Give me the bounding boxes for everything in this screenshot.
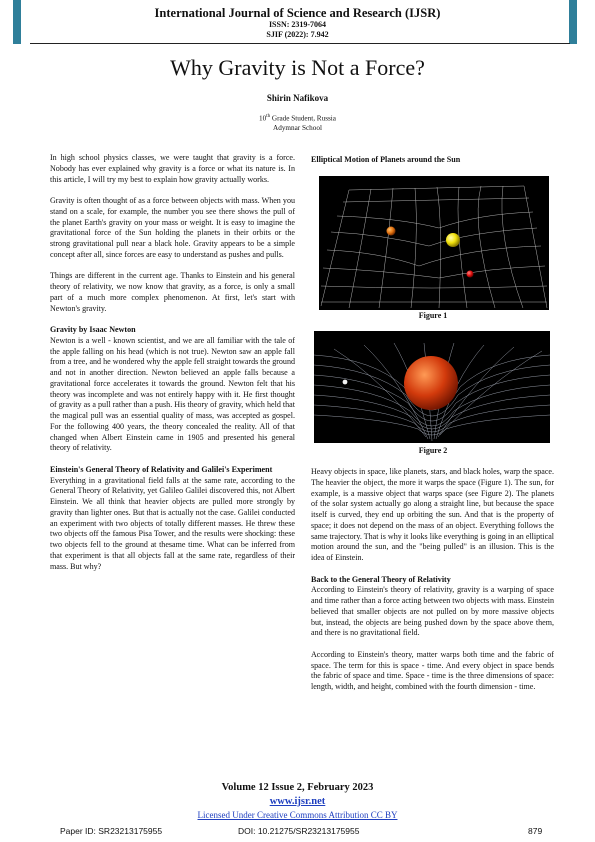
paragraph-galilei: Everything in a gravitational field falls at the same rate, according to the General Theory of Relativity, yet Galileo Galilei discovered this, not Albert Einstein. We all think that heavier objects are pulled more strongly by gravity than lighter ones. But that is actually not the case. Galilei conducted an experiment with two objects of totally different masses. He threw these two objects off the famous Pisa Tower, and the results were shocking: these two objects fell to the ground at thesame time. What can be inferred from that experiment is that all objects fall at the same rate, regardless of their mass. But why?	[50, 475, 295, 571]
paper-id: Paper ID: SR23213175955	[60, 826, 163, 836]
paragraph-intro: In high school physics classes, we were taught that gravity is a force. Nobody has ever explained why gravity is a force or what its nature is. In this article, I will try my best to explain how gravity actually works.	[50, 153, 295, 184]
author-name: Shirin Nafikova	[266, 93, 329, 103]
paragraph-newton: Newton is a well - known scientist, and we are all familiar with the tale of the apple falling on his head (which is not true). Newton saw an apple fall from a tree, and he wondered why the apple fell straight towards the ground and not in another direction. Newton believed an apple falls because a gravitational force accelerates it towards the ground. Newton felt that his theory was incomplete and was not entirely happy with it. He first thought of gravity as a pull rather than a push. His theory of gravity, which held that the magical pull was an essential quality of mass, was accepted as gospel. For the following 400 years, the theory concealed the reality. All of that changed when Albert Einstein came in 1905 and presented his general theory of relativity.	[50, 335, 295, 453]
orange-planet-icon	[387, 227, 396, 236]
figure-2-image	[314, 331, 550, 443]
warped-spacetime-grid-icon	[319, 176, 549, 310]
affiliation-school: Adymnar School	[273, 124, 322, 133]
sun-icon	[404, 356, 458, 410]
volume-issue: Volume 12 Issue 2, February 2023	[221, 782, 374, 793]
section-heading-newton: Gravity by Isaac Newton	[50, 325, 136, 334]
journal-name: International Journal of Science and Research (IJSR)	[154, 6, 441, 20]
journal-website-link[interactable]: www.ijsr.net	[269, 796, 326, 807]
affiliation-role: Grade Student, Russia	[270, 114, 336, 123]
license-link[interactable]: Licensed Under Creative Commons Attribution CC BY	[197, 810, 398, 820]
section-heading-einstein-galilei: Einstein's General Theory of Relativity and Galilei's Experiment	[50, 464, 273, 474]
paragraph-heavy-objects: Heavy objects in space, like planets, stars, and black holes, warp the space. The heavier the object, the more it warps the space (Figure 1). The sun, for example, is a massive object that warps space (see Figure 2). The planets of the solar system actually go along a straight line, but because the space itself is curved, they end up orbiting the sun. And that is the property of space; it does not depend on the mass of an object. Everything follows the same trajectory. That is why it looks like everything is going in an elliptical motion around the sun, and the "being pulled" is an illusion. This is the idea of Einstein.	[311, 467, 554, 562]
small-planet-icon	[343, 380, 348, 385]
figure-1-image	[319, 176, 549, 310]
yellow-planet-icon	[446, 233, 460, 247]
header-rule	[30, 43, 570, 44]
figure-2-caption: Figure 2	[418, 446, 448, 455]
sun-in-spacetime-funnel-icon	[314, 331, 550, 443]
affiliation-superscript: th	[266, 114, 271, 119]
issn: ISSN: 2319-7064	[268, 20, 327, 29]
figure-1-caption: Figure 1	[418, 311, 448, 320]
sjif: SJIF (2022): 7.942	[266, 30, 329, 39]
article-title: Why Gravity is Not a Force?	[170, 55, 425, 80]
paragraph-relativity-warping: According to Einstein's theory of relativity, gravity is a warping of space and time rather than a force acting between two objects with mass. Einstein believed that smaller objects are not pulled on by more massive objects but, instead, the objects are being pushed down by the space above them, and there is no gravitational field.	[311, 585, 554, 638]
paragraph-space-time: According to Einstein's theory, matter warps both time and the fabric of space. The term for this is space - time. And every object in space bends the fabric of space and time. Space - time is the three dimensions of space: length, width, and height, combined with the fourth dimension - time.	[311, 649, 554, 691]
doi: DOI: 10.21275/SR23213175955	[238, 826, 360, 836]
paragraph-gravity-force: Gravity is often thought of as a force between objects with mass. When you stand on a scale, for example, the number you see there shows the pull of the planet Earth's gravity on your mass or weight. It is easy to imagine the gravitational force of the Sun holding the planets in their orbits or the strong gravitational pull near a black hole. Gravity appears to be a simple concept after all, since forces are easy to understand as pushes and pulls.	[50, 196, 295, 259]
author-affiliation	[0, 112, 595, 133]
right-column	[311, 467, 554, 693]
section-heading-back-to-relativity: Back to the General Theory of Relativity	[311, 574, 451, 584]
page-number: 879	[528, 826, 543, 836]
left-column	[50, 153, 295, 572]
affiliation-grade: 10	[259, 114, 267, 123]
paragraph-current-age: Things are different in the current age. Thanks to Einstein and his general theory of relativity, we now know that gravity, as a force, is only a small part of a much more complex phenomenon. At first, let's start with Newton's gravity.	[50, 271, 295, 313]
figure-heading: Elliptical Motion of Planets around the Sun	[311, 155, 461, 164]
red-planet-icon	[467, 271, 474, 278]
